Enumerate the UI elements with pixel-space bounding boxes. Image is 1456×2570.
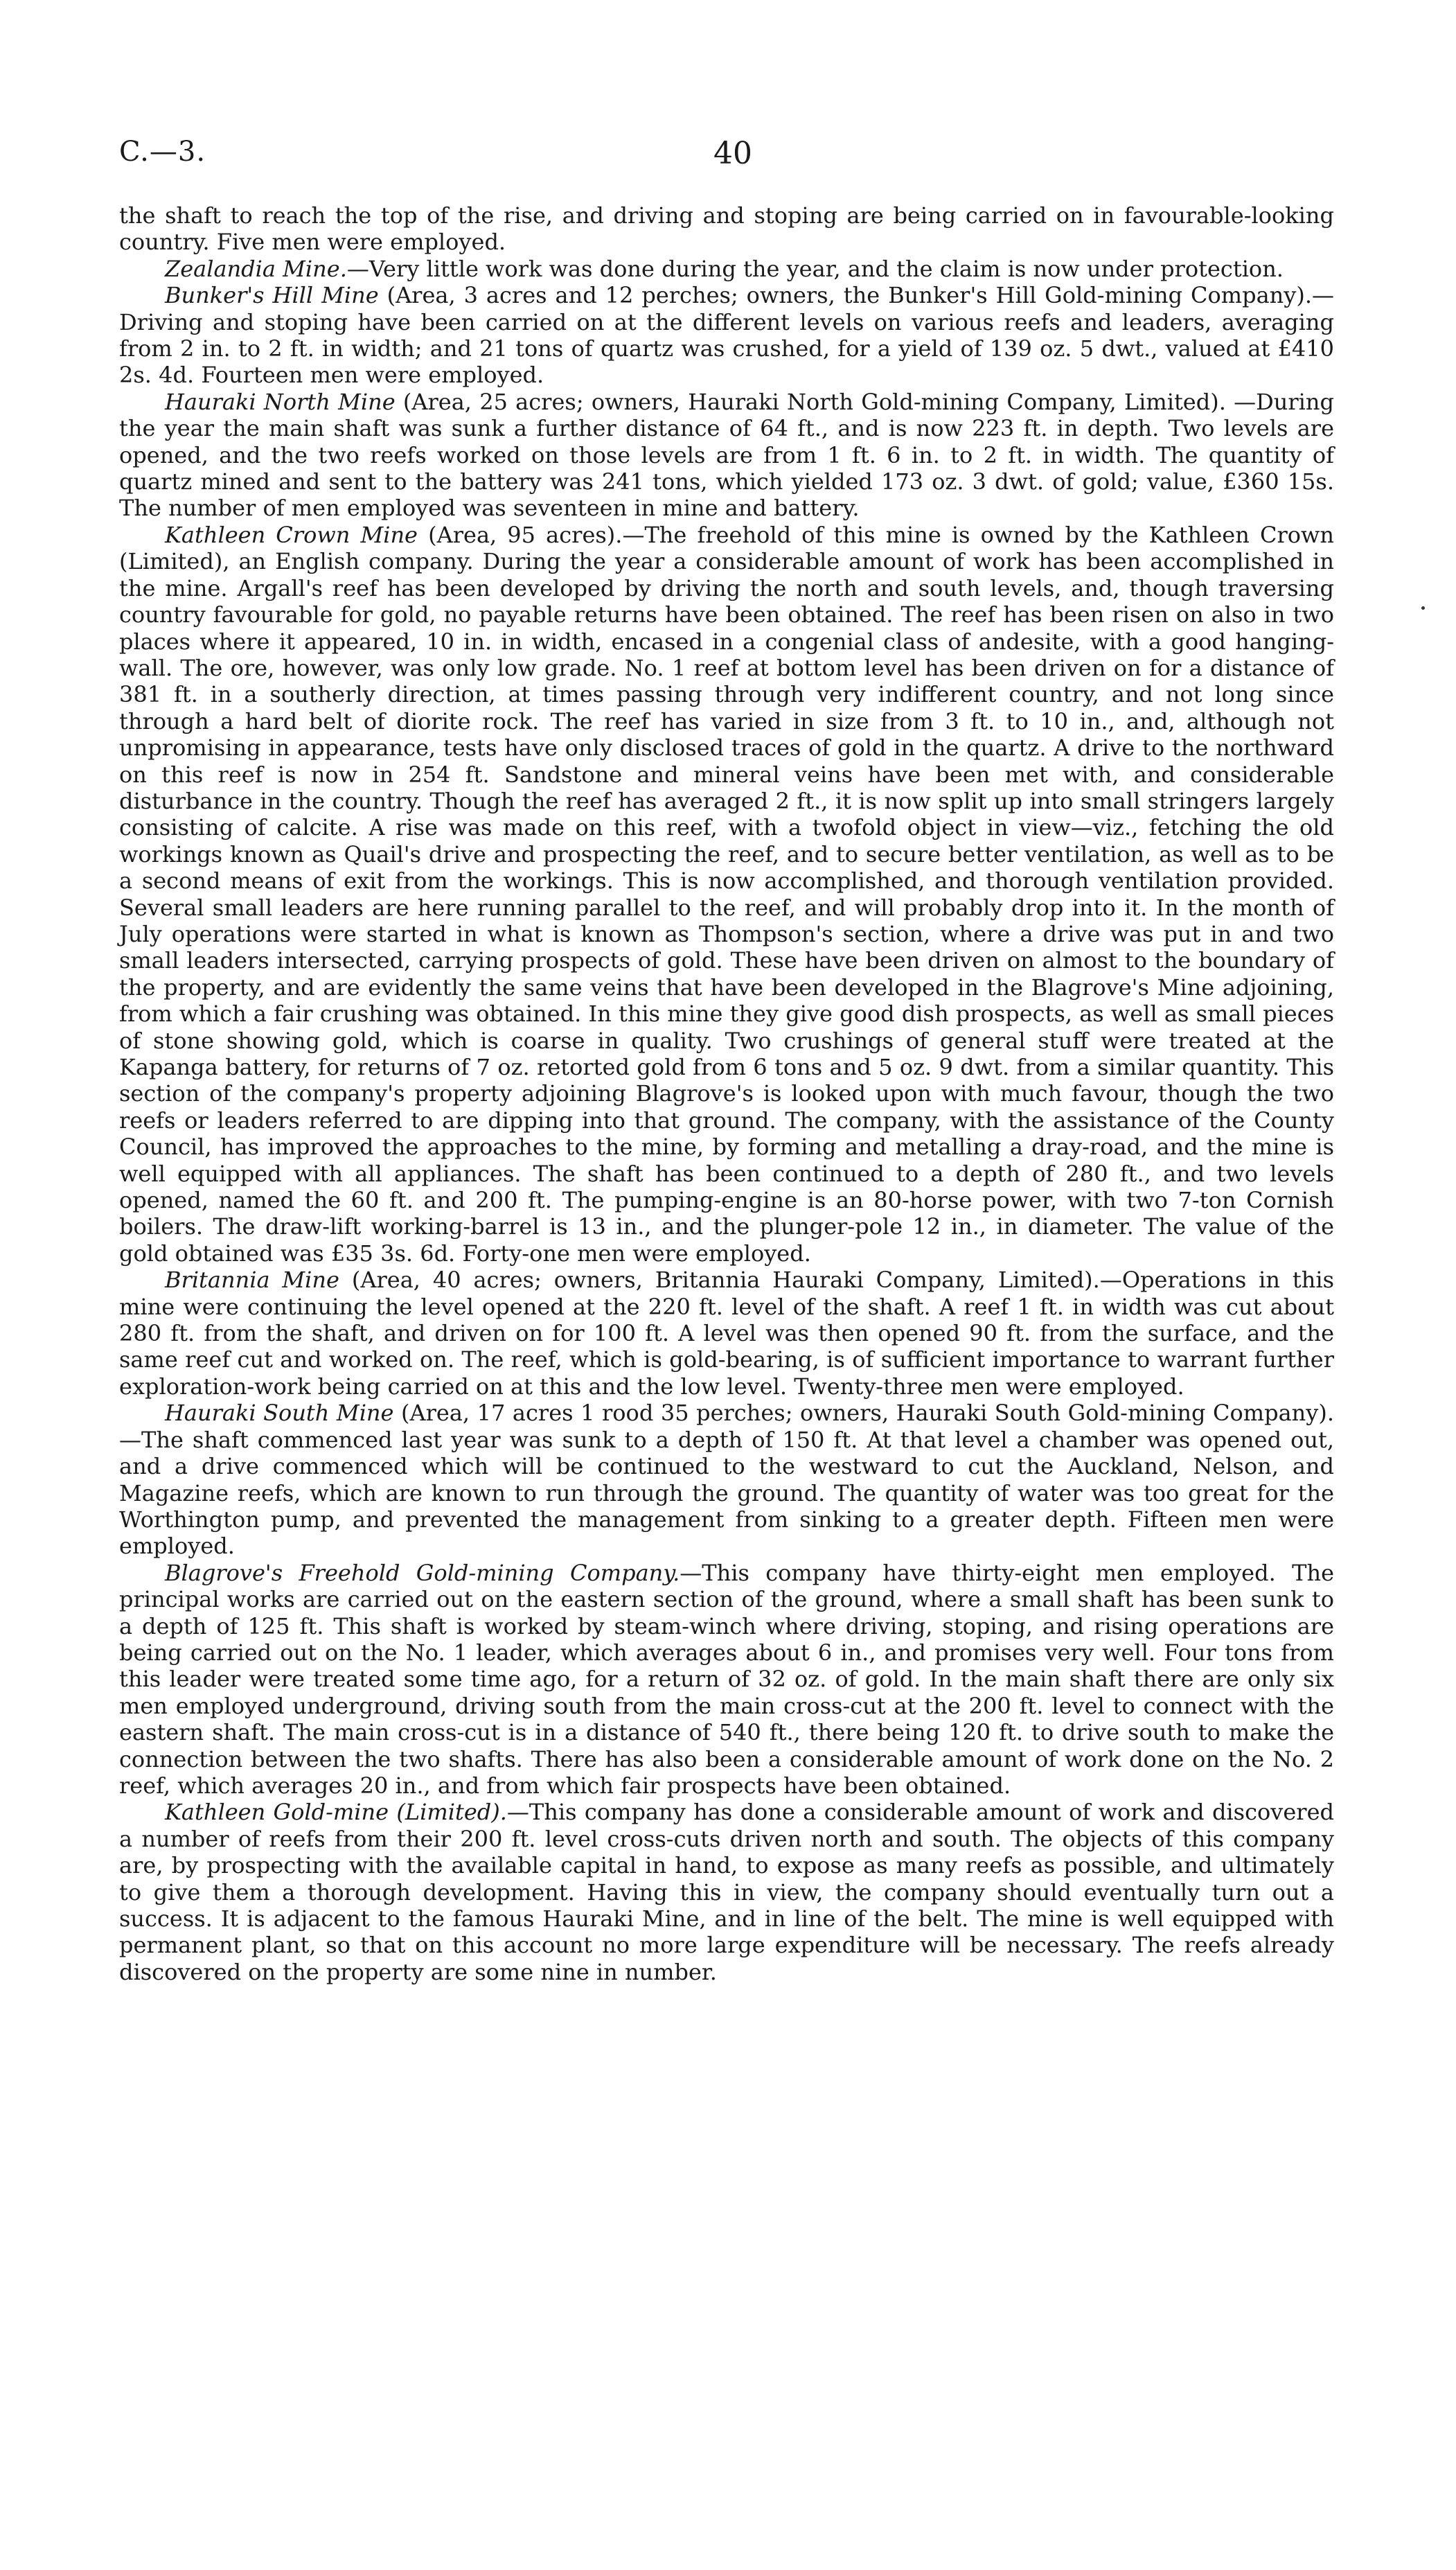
paragraph-text: (Area, 95 acres).—The freehold of this mine is owned by the Kathleen Crown (Limited), an English company. During the year a considerable amount of work has been accomplished in the mine. Argall's reef has been developed by driving the north and south levels, and, though traversing country favourable for gold, no payable returns have been obtained. The reef has been risen on also in two places where it appeared, 10 in. in width, encased in a congenial class of andesite, with a good hanging-wall. The ore, however, was only low grade. No. 1 reef at bottom level has been driven on for a distance of 381 ft. in a southerly direction, at times passing through very indifferent country, and not long since through a hard belt of diorite rock. The reef has varied in size from 3 ft. to 10 in., and, although not unpromising in appearance, tests have only disclosed traces of gold in the quartz. A drive to the northward on this reef is now in 254 ft. Sandstone and mineral veins have been met with, and considerable disturbance in the country. Though the reef has averaged 2 ft., it is now split up into small stringers largely consisting of calcite. A rise was made on this reef, with a twofold object in view—viz., fetching the old workings known as Quail's drive and prospecting the reef, and to secure better ventilation, as well as to be a second means of exit from the workings. This is now accomplished, and thorough ventilation provided. Several small leaders are here running parallel to the reef, and will probably drop into it. In the month of July operations were started in what is known as Thompson's section, where a drive was put in and two small leaders intersected, carrying prospects of gold. These have been driven on almost to the boundary of the property, and are evidently the same veins that have been developed in the Blagrove's Mine adjoining, from which a fair crushing was obtained. In this mine they give good dish prospects, as well as small pieces of stone showing gold, which is coarse in quality. Two crushings of general stuff were treated at the Kapanga battery, for returns of 7 oz. retorted gold from 6 tons and 5 oz. 9 dwt. from a similar quantity. This section of the company's property adjoining Blagrove's is looked upon with much favour, though the two reefs or leaders referred to are dipping into that ground. The company, with the assistance of the County Council, has improved the approaches to the mine, by forming and metalling a dray-road, and the mine is well equipped with all appliances. The shaft has been continued to a depth of 280 ft., and two levels opened, named the 60 ft. and 200 ft. The pumping-engine is an 80-horse power, with two 7-ton Cornish boilers. The draw-lift working-barrel is 13 in., and the plunger-pole 12 in., in diameter. The value of the gold obtained was £35 3s. 6d. Forty-one men were employed. — [119, 521, 1335, 1267]
page-number: 40 — [713, 136, 752, 171]
paragraph-heading: Britannia Mine — [165, 1267, 339, 1294]
paragraph-continuation — [119, 202, 1334, 256]
paragraph-heading: Hauraki South Mine — [165, 1400, 394, 1427]
paragraph-text: (Area, 3 acres and 12 perches; owners, the Bunker's Hill Gold-mining Company).—Driving and stoping have been carried on at the different levels on various reefs and leaders, averaging from 2 in. to 2 ft. in width; and 21 tons of quartz was crushed, for a yield of 139 oz. 5 dwt., valued at £410 2s. 4d. Fourteen men were employed. — [119, 282, 1335, 389]
margin-mark — [1421, 606, 1425, 610]
paragraph-blagroves-freehold — [119, 1560, 1334, 1799]
paragraph-hauraki-north-mine — [119, 389, 1334, 522]
paragraph-heading: Bunker's Hill Mine — [165, 282, 379, 309]
paragraph-bunkers-hill-mine — [119, 282, 1334, 389]
paragraph-text: —This company has done a considerable amount of work and discovered a number of reefs from their 200 ft. level cross-cuts driven north and south. The objects of this company are, by prospecting with the available capital in hand, to expose as many reefs as possible, and ultimately to give them a thorough development. Having this in view, the company should eventually turn out a success. It is adjacent to the famous Hauraki Mine, and in line of the belt. The mine is well equipped with permanent plant, so that on this account no more large expenditure will be necessary. The reefs already discovered on the property are some nine in number. — [119, 1799, 1335, 1985]
paragraph-heading: Zealandia Mine. — [165, 255, 347, 282]
paragraph-heading: Kathleen Gold-mine (Limited). — [165, 1799, 507, 1826]
paragraph-kathleen-gold-mine — [119, 1799, 1334, 1985]
paragraph-zealandia-mine — [119, 256, 1334, 282]
paragraph-britannia-mine — [119, 1267, 1334, 1400]
paragraph-text: (Area, 17 acres 1 rood 35 perches; owners, Hauraki South Gold-mining Company).—The shaft commenced last year was sunk to a depth of 150 ft. At that level a chamber was opened out, and a drive commenced which will be continued to the westward to cut the Auckland, Nelson, and Magazine reefs, which are known to run through the ground. The quantity of water was too great for the Worthington pump, and prevented the management from sinking to a greater depth. Fifteen men were employed. — [119, 1400, 1335, 1560]
paragraph-hauraki-south-mine — [119, 1400, 1334, 1559]
document-reference: C.—3. — [119, 136, 206, 168]
page-header — [119, 136, 1334, 177]
paragraph-heading: Kathleen Crown Mine — [165, 521, 418, 548]
paragraph-text: (Area, 25 acres; owners, Hauraki North Gold-mining Company, Limited). —During the year the main shaft was sunk a further distance of 64 ft., and is now 223 ft. in depth. Two levels are opened, and the two reefs worked on those levels are from 1 ft. 6 in. to 2 ft. in width. The quantity of quartz mined and sent to the battery was 241 tons, which yielded 173 oz. 3 dwt. of gold; value, £360 15s. The number of men employed was seventeen in mine and battery. — [119, 388, 1335, 522]
paragraph-text: —Very little work was done during the year, and the claim is now under protection. — [346, 255, 1284, 282]
paragraph-heading: Hauraki North Mine — [165, 388, 396, 415]
body-text — [119, 202, 1334, 1985]
paragraph-heading: Blagrove's Freehold Gold-mining Company. — [165, 1559, 680, 1586]
paragraph-kathleen-crown-mine — [119, 522, 1334, 1267]
paragraph-text: —This company have thirty-eight men employed. The principal works are carried out on the eastern section of the ground, where a small shaft has been sunk to a depth of 125 ft. This shaft is worked by steam-winch where driving, stoping, and rising operations are being carried out on the No. 1 leader, which averages about 6 in., and promises very well. Four tons from this leader were treated some time ago, for a return of 32 oz. of gold. In the main shaft there are only six men employed underground, driving south from the main cross-cut at the 200 ft. level to connect with the eastern shaft. The main cross-cut is in a distance of 540 ft., there being 120 ft. to drive south to make the connection between the two shafts. There has also been a considerable amount of work done on the No. 2 reef, which averages 20 in., and from which fair prospects have been obtained. — [119, 1559, 1334, 1799]
paragraph-text: the shaft to reach the top of the rise, and driving and stoping are being carried on in favourable-looking country. Five men were employed. — [119, 202, 1334, 256]
paragraph-text: (Area, 40 acres; owners, Britannia Hauraki Company, Limited).—Operations in this mine were continuing the level opened at the 220 ft. level of the shaft. A reef 1 ft. in width was cut about 280 ft. from the shaft, and driven on for 100 ft. A level was then opened 90 ft. from the surface, and the same reef cut and worked on. The reef, which is gold-bearing, is of sufficient importance to warrant further exploration-work being carried on at this and the low level. Twenty-three men were employed. — [119, 1267, 1335, 1400]
